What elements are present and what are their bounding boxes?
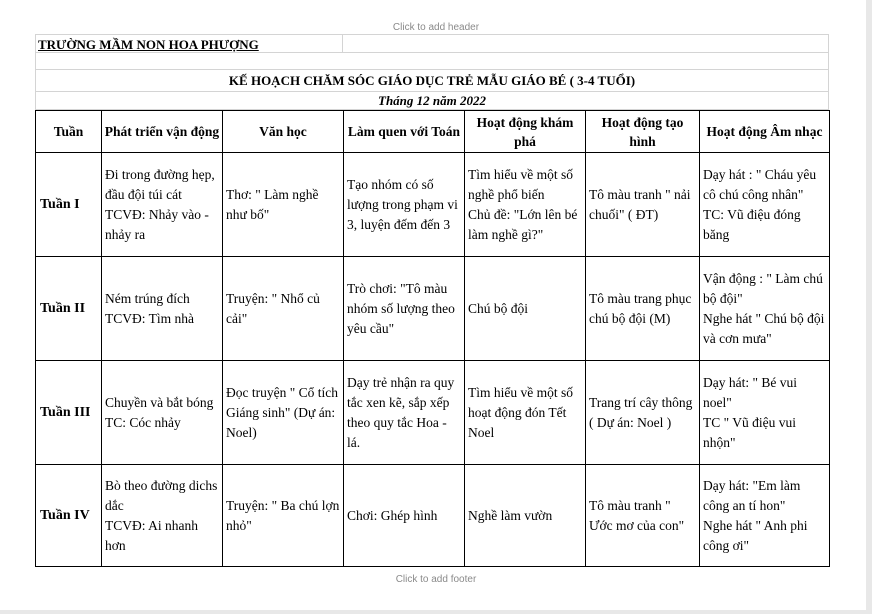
table-cell[interactable] — [586, 465, 700, 567]
column-header[interactable]: Hoạt động khám phá — [465, 111, 586, 153]
cell-text: Nghe hát " Chú bộ đội và cơn mưa" — [703, 310, 825, 346]
cell-text: Vận động : " Làm chú bộ đội" — [703, 270, 823, 306]
cell-text: Chủ đề: "Lớn lên bé làm nghề gì?" — [468, 206, 578, 242]
plan-title[interactable]: KẾ HOẠCH CHĂM SÓC GIÁO DỤC TRẺ MẪU GIÁO BÉ ( 3-4 TUỔI) — [35, 70, 829, 92]
add-header-placeholder[interactable]: Click to add header — [392, 22, 480, 33]
table-cell[interactable] — [465, 465, 586, 567]
cell-text: Tạo nhóm có số lượng trong phạm vi 3, luyện đếm đến 3 — [347, 176, 458, 232]
school-name-cell[interactable]: TRƯỜNG MẦM NON HOA PHƯỢNG — [35, 34, 829, 53]
cell-text: Bò theo đường dichs dắc — [105, 477, 218, 513]
column-header[interactable]: Hoạt động tạo hình — [586, 111, 700, 153]
month-label[interactable]: Tháng 12 năm 2022 — [35, 92, 829, 110]
page-edge — [0, 610, 872, 614]
table-cell[interactable] — [700, 257, 830, 361]
table-cell[interactable] — [223, 361, 344, 465]
cell-text: Tìm hiểu về một số hoạt động đón Tết Noel — [468, 384, 573, 440]
cell-text: Chuyền và bắt bóng — [105, 394, 214, 410]
cell-text: TCVĐ: Ai nhanh hơn — [105, 517, 198, 553]
worksheet — [35, 34, 829, 567]
table-header-row — [36, 111, 830, 153]
cell-text: Tô màu trang phục chú bộ đội (M) — [589, 290, 692, 326]
table-cell[interactable] — [586, 361, 700, 465]
cell-text: Truyện: " Ba chú lợn nhỏ" — [226, 497, 340, 533]
blank-row[interactable] — [35, 53, 829, 70]
cell-text: Tô màu tranh " nải chuối" ( ĐT) — [589, 186, 691, 222]
table-cell[interactable] — [223, 465, 344, 567]
cell-text: Dạy trẻ nhận ra quy tắc xen kẽ, sắp xếp theo quy tắc Hoa - lá. — [347, 374, 455, 450]
column-header[interactable]: Phát triển vận động — [102, 111, 223, 153]
week-cell[interactable]: Tuần II — [36, 257, 102, 361]
table-cell[interactable] — [344, 153, 465, 257]
table-row — [36, 153, 830, 257]
table-cell[interactable] — [586, 257, 700, 361]
table-cell[interactable] — [223, 153, 344, 257]
table-cell[interactable] — [344, 361, 465, 465]
page-edge — [866, 0, 872, 614]
table-cell[interactable] — [102, 361, 223, 465]
cell-text: TC: Cóc nhảy — [105, 414, 181, 430]
week-cell[interactable]: Tuần III — [36, 361, 102, 465]
cell-text: Ném trúng đích — [105, 290, 190, 306]
cell-text: Dạy hát : " Cháu yêu cô chú công nhân" TC: Vũ điệu đóng băng — [703, 166, 817, 242]
cell-text: Dạy hát: "Em làm công an tí hon" — [703, 477, 801, 513]
cell-text: TCVĐ: Nhảy vào - nhảy ra — [105, 206, 209, 242]
table-cell[interactable] — [344, 465, 465, 567]
table-cell[interactable] — [344, 257, 465, 361]
cell-text: Truyện: " Nhổ củ cải" — [226, 290, 320, 326]
cell-text: Tô màu tranh " Ước mơ của con" — [589, 497, 685, 533]
weekly-plan-table — [35, 110, 830, 567]
table-cell[interactable] — [700, 465, 830, 567]
table-cell[interactable] — [102, 153, 223, 257]
cell-text: Tìm hiểu về một số nghề phổ biến — [468, 166, 573, 202]
table-row — [36, 361, 830, 465]
add-footer-placeholder[interactable]: Click to add footer — [395, 574, 477, 585]
cell-text: Đọc truyện " Cổ tích Giáng sinh" (Dự án: Noel) — [226, 384, 338, 440]
table-row — [36, 257, 830, 361]
table-row — [36, 465, 830, 567]
table-body — [36, 153, 830, 567]
table-cell[interactable] — [102, 465, 223, 567]
cell-text: TCVĐ: Tìm nhà — [105, 310, 194, 326]
table-cell[interactable] — [700, 153, 830, 257]
table-cell[interactable] — [465, 257, 586, 361]
column-header[interactable]: Hoạt động Âm nhạc — [700, 111, 830, 153]
column-header[interactable]: Văn học — [223, 111, 344, 153]
week-cell[interactable]: Tuần I — [36, 153, 102, 257]
cell-text: Dạy hát: " Bé vui noel" — [703, 374, 797, 410]
table-cell[interactable] — [586, 153, 700, 257]
cell-text: TC " Vũ điệu vui nhộn" — [703, 414, 797, 450]
cell-text: Chơi: Ghép hình — [347, 507, 438, 523]
table-cell[interactable] — [700, 361, 830, 465]
column-header[interactable]: Làm quen với Toán — [344, 111, 465, 153]
table-cell[interactable] — [465, 153, 586, 257]
table-cell[interactable] — [465, 361, 586, 465]
cell-text: Thơ: " Làm nghề như bố" — [226, 186, 319, 222]
week-cell[interactable]: Tuần IV — [36, 465, 102, 567]
table-cell[interactable] — [102, 257, 223, 361]
cell-text: Nghề làm vườn — [468, 507, 553, 523]
table-cell[interactable] — [223, 257, 344, 361]
cell-text: Trang trí cây thông ( Dự án: Noel ) — [589, 394, 693, 430]
cell-text: Trò chơi: "Tô màu nhóm số lượng theo yêu cầu" — [347, 280, 455, 336]
column-header[interactable]: Tuần — [36, 111, 102, 153]
cell-text: Chú bộ đội — [468, 300, 529, 316]
cell-text: Nghe hát " Anh phi công ơi" — [703, 517, 808, 553]
cell-text: Đi trong đường hẹp, đầu đội túi cát — [105, 166, 215, 202]
